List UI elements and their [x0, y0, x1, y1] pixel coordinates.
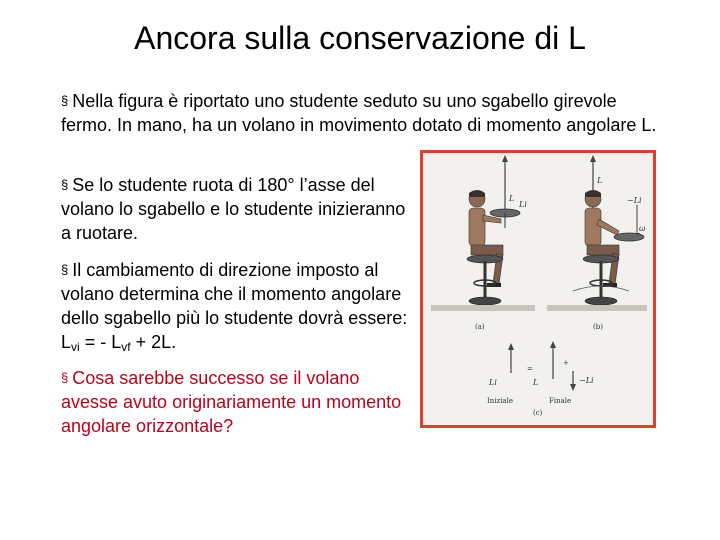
label-Li-c: Li	[489, 378, 497, 387]
paragraph-1-text: Nella figura è riportato uno studente seduto su uno sgabello girevole fermo. In mano, ha un volano in movimento dotato di momento angolare L.	[61, 91, 657, 135]
bullet-paragraph-4-question	[61, 366, 411, 438]
subscript-vi: vi	[71, 340, 80, 354]
label-omega-b: ω	[639, 224, 646, 233]
label-iniziale: Iniziale	[487, 397, 513, 405]
plus-sign: +	[563, 359, 569, 367]
paragraph-2-text: Se lo studente ruota di 180° l’asse del volano lo sgabello e lo studente inizieranno a ruotare.	[61, 175, 406, 243]
label-neg-Li-c: −Li	[579, 376, 594, 385]
bullet-icon: §	[61, 262, 69, 277]
equals-sign: =	[527, 365, 533, 373]
label-Li-a: Li	[519, 200, 527, 209]
label-finale: Finale	[549, 397, 572, 405]
bullet-icon: §	[61, 370, 69, 385]
label-L-a: L	[509, 194, 515, 203]
paragraph-3-mid: = - L	[79, 332, 122, 352]
subscript-vf: vf	[121, 340, 131, 354]
physics-figure	[420, 150, 656, 428]
figure-svg	[423, 153, 653, 425]
bullet-icon: §	[61, 177, 69, 192]
bullet-paragraph-1	[61, 89, 661, 137]
slide-title: Ancora sulla conservazione di L	[134, 20, 586, 56]
label-a: (a)	[475, 323, 485, 331]
bullet-paragraph-2	[61, 173, 411, 245]
paragraph-4-text: Cosa sarebbe successo se il volano avesse avuto originariamente un momento angolare orizzontale?	[61, 368, 402, 436]
paragraph-3-end: + 2L.	[130, 332, 177, 352]
bullet-paragraph-3	[61, 258, 411, 359]
paragraph-3-text: Il cambiamento di direzione imposto al volano determina che il momento angolare dello sgabello più lo studente dovrà essere: L	[61, 260, 408, 352]
label-c: (c)	[533, 409, 543, 417]
label-L-b: L	[597, 176, 603, 185]
label-L-c: L	[533, 378, 539, 387]
label-b: (b)	[593, 323, 603, 331]
bullet-icon: §	[61, 93, 69, 108]
label-neg-Li-b: −Li	[627, 196, 642, 205]
